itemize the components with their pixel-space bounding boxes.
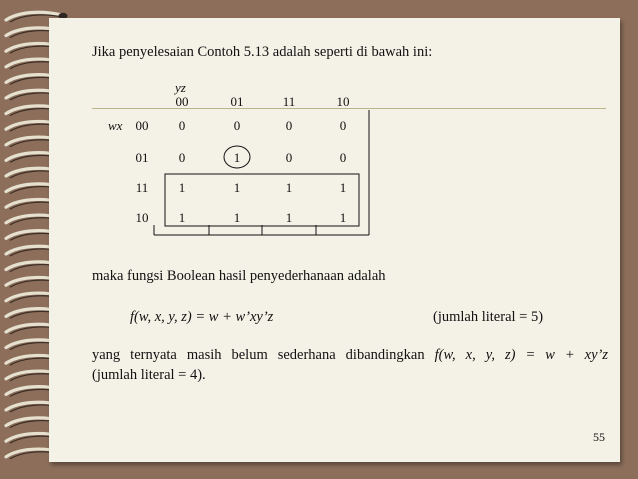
- kmap-cell: 0: [285, 150, 293, 165]
- literal-count-note: (jumlah literal = 5): [433, 309, 544, 325]
- kmap-cell: 0: [339, 150, 347, 165]
- conclusion-line-1: [92, 347, 608, 364]
- page-number: 55: [593, 430, 605, 444]
- kmap-cell: 1: [233, 180, 241, 195]
- kmap-cell: 0: [233, 118, 241, 133]
- kmap-cell: 0: [178, 150, 186, 165]
- intro-text: Jika penyelesaian Contoh 5.13 adalah seperti di bawah ini:: [92, 44, 433, 60]
- kmap-group-rectangle: [165, 174, 359, 226]
- kmap-row-header: 11: [135, 180, 149, 195]
- kmap-cell: 1: [339, 210, 347, 225]
- kmap-cell: 0: [285, 118, 293, 133]
- kmap-col-header: 10: [336, 94, 350, 109]
- kmap-row-variable: wx: [108, 118, 123, 133]
- kmap-col-header: 00: [175, 94, 189, 109]
- result-formula: f(w, x, y, z) = w + w’xy’z: [130, 309, 274, 325]
- conclusion-text: yang ternyata masih belum sederhana dibandingkan: [92, 347, 425, 363]
- kmap-group-circle: [224, 146, 250, 168]
- kmap-cell: 0: [178, 118, 186, 133]
- kmap-col-header: 01: [230, 94, 244, 109]
- conclusion-formula: f(w, x, y, z) = w + xy’z: [434, 347, 608, 363]
- kmap-col-variable: yz: [175, 80, 186, 95]
- kmap-row-header: 00: [135, 118, 149, 133]
- kmap-cell: 1: [233, 150, 241, 165]
- kmap-cell: 0: [339, 118, 347, 133]
- kmap-cell: 1: [285, 180, 293, 195]
- kmap-cell: 1: [178, 180, 186, 195]
- result-intro-text: maka fungsi Boolean hasil penyederhanaan adalah: [92, 268, 386, 284]
- kmap-cell: 1: [339, 180, 347, 195]
- kmap-row-header: 01: [135, 150, 149, 165]
- conclusion-line-2: (jumlah literal = 4).: [92, 367, 206, 383]
- kmap-cell: 1: [178, 210, 186, 225]
- kmap-col-header: 11: [282, 94, 296, 109]
- kmap-row-header: 10: [135, 210, 149, 225]
- kmap-cell: 1: [233, 210, 241, 225]
- kmap-cell: 1: [285, 210, 293, 225]
